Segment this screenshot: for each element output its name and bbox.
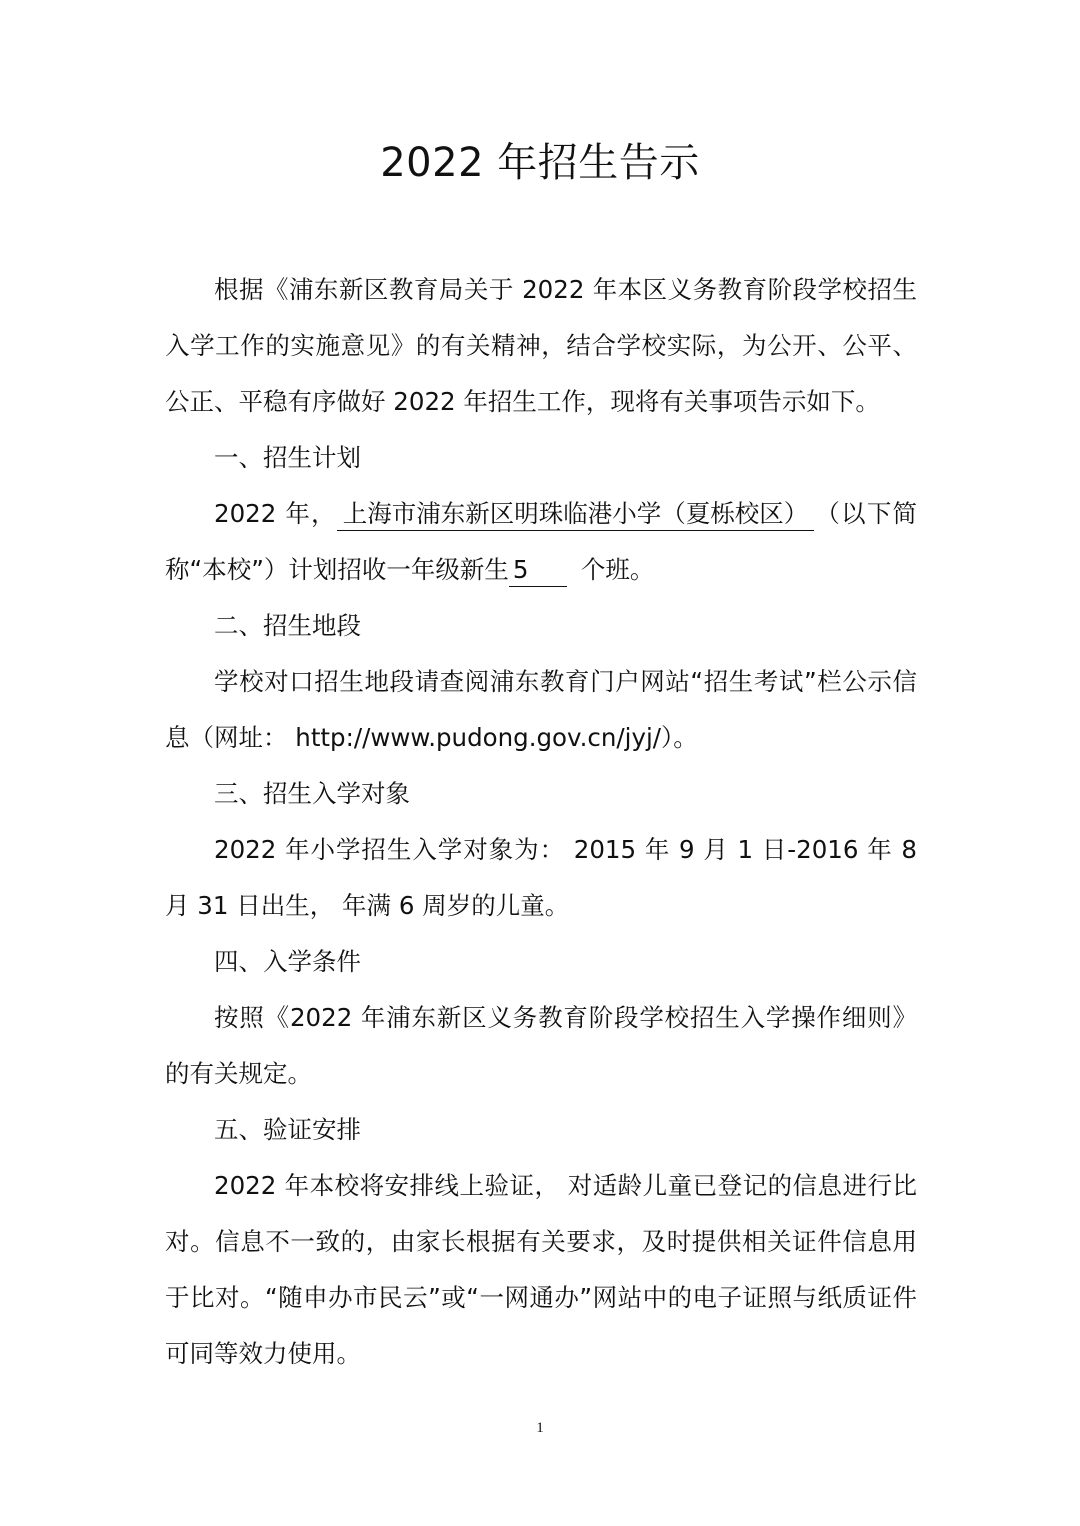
document-body — [165, 262, 917, 1382]
target-paragraph: 2022 年小学招生入学对象为： 2015 年 9 月 1 日-2016 年 8 月 31 日出生， 年满 6 周岁的儿童。 — [165, 835, 917, 920]
plan-paragraph — [165, 486, 917, 598]
school-name-fill: 上海市浦东新区明珠临港小学（夏栎校区） — [337, 499, 815, 531]
section-heading-target: 三、招生入学对象 — [214, 779, 410, 808]
section-heading-district: 二、招生地段 — [214, 611, 361, 640]
plan-text-suffix: 个班。 — [580, 555, 655, 584]
district-paragraph: 学校对口招生地段请查阅浦东教育门户网站“招生考试”栏公示信息（网址： http://www.pudong.gov.cn/jyj/）。 — [165, 667, 917, 752]
section-heading-verification: 五、验证安排 — [214, 1115, 361, 1144]
class-count-fill: 5 — [509, 555, 567, 587]
plan-text-middle: （以下简称“本校”）计划招收一年级新生 — [165, 499, 918, 584]
section-heading-plan: 一、招生计划 — [214, 443, 361, 472]
intro-paragraph: 根据《浦东新区教育局关于 2022 年本区义务教育阶段学校招生入学工作的实施意见》的有关精神，结合学校实际，为公开、公平、公正、平稳有序做好 2022 年招生工作，现将有关事项告示如下。 — [165, 275, 917, 416]
section-heading-conditions: 四、入学条件 — [214, 947, 361, 976]
page-title: 2022 年招生告示 — [380, 140, 700, 186]
page-number: 1 — [536, 1420, 544, 1436]
verification-paragraph: 2022 年本校将安排线上验证， 对适龄儿童已登记的信息进行比对。信息不一致的，由家长根据有关要求，及时提供相关证件信息用于比对。“随申办市民云”或“一网通办”网站中的电子证照与纸质证件可同等效力使用。 — [165, 1171, 917, 1368]
conditions-paragraph: 按照《2022 年浦东新区义务教育阶段学校招生入学操作细则》的有关规定。 — [165, 1003, 917, 1088]
plan-text-prefix: 2022 年， — [214, 499, 337, 528]
